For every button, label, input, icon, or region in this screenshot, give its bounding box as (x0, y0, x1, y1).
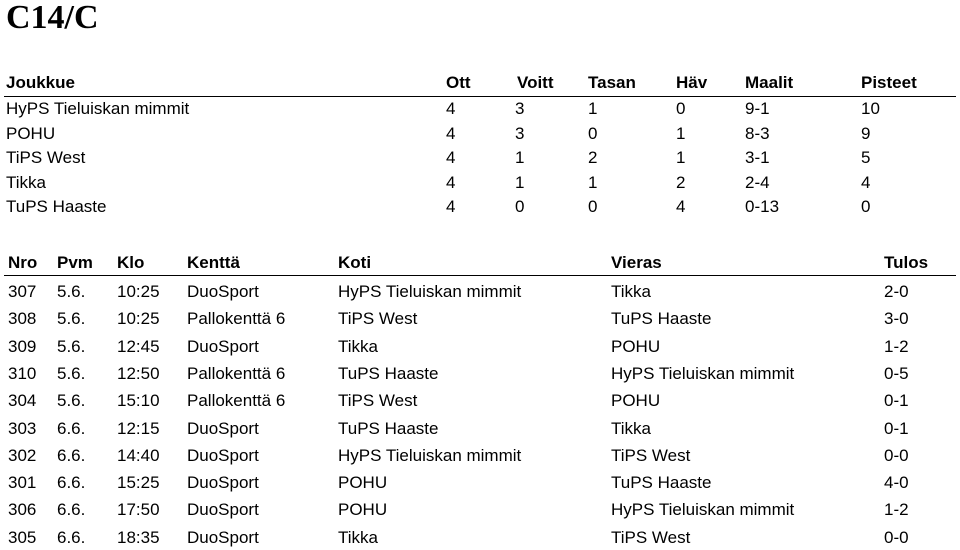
standings-cell: 0-13 (745, 197, 780, 217)
matches-cell: 301 (8, 473, 37, 493)
matches-row (0, 498, 960, 522)
matches-cell: 0-0 (884, 445, 909, 465)
matches-cell: 1-2 (884, 500, 909, 520)
standings-cell: Häv (676, 73, 708, 92)
matches-cell: Tikka (611, 418, 651, 438)
matches-cell: HyPS Tieluiskan mimmit (338, 445, 522, 465)
standings-cell: 4 (446, 123, 456, 143)
matches-cell: 5.6. (57, 336, 86, 356)
matches-cell: 302 (8, 445, 37, 465)
standings-header-row (0, 71, 960, 95)
standings-cell: 2 (588, 148, 598, 168)
standings-cell: 1 (588, 99, 598, 118)
matches-cell: TiPS West (611, 445, 691, 465)
matches-cell: HyPS Tieluiskan mimmit (611, 500, 795, 520)
standings-cell: 3 (515, 123, 525, 143)
standings-cell: 4 (446, 197, 456, 217)
matches-cell: 15:25 (117, 473, 160, 493)
matches-cell: 5.6. (57, 309, 86, 329)
standings-cell: 5 (861, 148, 871, 168)
matches-cell: 2-0 (884, 282, 909, 301)
standings-cell: 1 (588, 172, 598, 192)
matches-cell: 6.6. (57, 527, 86, 547)
matches-cell: 17:50 (117, 500, 160, 520)
matches-cell: DuoSport (187, 527, 259, 547)
standings-cell: TiPS West (6, 148, 86, 168)
standings-cell: 3-1 (745, 148, 770, 168)
matches-row (0, 444, 960, 468)
standings-cell: 8-3 (745, 123, 770, 143)
standings-cell: 4 (676, 197, 686, 217)
standings-cell: TuPS Haaste (6, 197, 107, 217)
matches-cell: 0-5 (884, 363, 909, 383)
matches-cell: 0-1 (884, 391, 909, 411)
matches-cell: Nro (8, 253, 38, 272)
matches-cell: 0-0 (884, 527, 909, 547)
standings-cell: 0 (588, 197, 598, 217)
matches-cell: Pallokenttä 6 (187, 391, 286, 411)
matches-cell: 6.6. (57, 445, 86, 465)
matches-cell: Koti (338, 253, 372, 272)
standings-cell: Joukkue (6, 73, 75, 92)
matches-row (0, 307, 960, 331)
matches-cell: 6.6. (57, 500, 86, 520)
matches-cell: TiPS West (338, 309, 418, 329)
standings-row (0, 146, 960, 170)
standings-cell: POHU (6, 123, 56, 143)
standings-cell: 1 (515, 172, 525, 192)
standings-cell: 10 (861, 99, 880, 118)
matches-cell: 12:15 (117, 418, 160, 438)
page-title: C14/C (6, 0, 99, 36)
matches-cell: Klo (117, 253, 145, 272)
matches-cell: Kenttä (187, 253, 240, 272)
matches-cell: DuoSport (187, 473, 259, 493)
matches-cell: 10:25 (117, 309, 160, 329)
standings-cell: 4 (446, 148, 456, 168)
matches-cell: POHU (338, 500, 388, 520)
standings-header-rule (4, 96, 956, 97)
standings-cell: 0 (676, 99, 686, 118)
matches-header-rule (4, 275, 956, 276)
matches-row (0, 417, 960, 441)
matches-cell: HyPS Tieluiskan mimmit (611, 363, 795, 383)
matches-cell: DuoSport (187, 445, 259, 465)
standings-cell: 4 (446, 172, 456, 192)
matches-cell: 308 (8, 309, 37, 329)
standings-cell: Pisteet (861, 73, 917, 92)
standings-cell: HyPS Tieluiskan mimmit (6, 99, 190, 118)
matches-cell: 0-1 (884, 418, 909, 438)
matches-cell: 10:25 (117, 282, 160, 301)
standings-cell: 1 (515, 148, 525, 168)
matches-cell: 1-2 (884, 336, 909, 356)
matches-cell: 12:50 (117, 363, 160, 383)
matches-cell: 310 (8, 363, 37, 383)
matches-cell: TiPS West (338, 391, 418, 411)
standings-row (0, 122, 960, 146)
matches-cell: TuPS Haaste (338, 418, 439, 438)
matches-row (0, 335, 960, 359)
matches-cell: Tikka (611, 282, 651, 301)
matches-cell: TiPS West (611, 527, 691, 547)
matches-cell: 5.6. (57, 282, 86, 301)
standings-cell: 1 (676, 123, 686, 143)
matches-row (0, 362, 960, 386)
standings-cell: 1 (676, 148, 686, 168)
matches-cell: HyPS Tieluiskan mimmit (338, 282, 522, 301)
matches-cell: 307 (8, 282, 37, 301)
matches-cell: 15:10 (117, 391, 160, 411)
matches-cell: POHU (338, 473, 388, 493)
standings-cell: 0 (861, 197, 871, 217)
standings-cell: Ott (446, 73, 471, 92)
matches-cell: Pallokenttä 6 (187, 363, 286, 383)
matches-cell: 5.6. (57, 363, 86, 383)
standings-cell: 4 (446, 99, 456, 118)
matches-cell: DuoSport (187, 336, 259, 356)
matches-cell: DuoSport (187, 418, 259, 438)
standings-row (0, 171, 960, 195)
matches-row (0, 389, 960, 413)
matches-cell: 3-0 (884, 309, 909, 329)
matches-cell: 309 (8, 336, 37, 356)
standings-cell: Tikka (6, 172, 46, 192)
matches-cell: 304 (8, 391, 37, 411)
standings-cell: 2-4 (745, 172, 770, 192)
matches-row (0, 526, 960, 550)
matches-cell: 303 (8, 418, 37, 438)
standings-cell: 3 (515, 99, 525, 118)
matches-cell: TuPS Haaste (338, 363, 439, 383)
matches-cell: 5.6. (57, 391, 86, 411)
standings-cell: Maalit (745, 73, 794, 92)
matches-cell: Tikka (338, 527, 378, 547)
matches-cell: 4-0 (884, 473, 909, 493)
standings-cell: 9 (861, 123, 871, 143)
matches-cell: POHU (611, 336, 661, 356)
matches-cell: TuPS Haaste (611, 309, 712, 329)
matches-cell: Tikka (338, 336, 378, 356)
matches-cell: Pvm (57, 253, 93, 272)
matches-cell: 12:45 (117, 336, 160, 356)
matches-cell: DuoSport (187, 500, 259, 520)
matches-cell: Tulos (884, 253, 929, 272)
standings-row (0, 97, 960, 121)
matches-cell: Pallokenttä 6 (187, 309, 286, 329)
standings-cell: Voitt (517, 73, 554, 92)
matches-cell: 6.6. (57, 473, 86, 493)
matches-cell: POHU (611, 391, 661, 411)
matches-cell: 6.6. (57, 418, 86, 438)
matches-cell: Vieras (611, 253, 662, 272)
standings-cell: 9-1 (745, 99, 770, 118)
standings-cell: 0 (588, 123, 598, 143)
standings-cell: 4 (861, 172, 871, 192)
standings-cell: Tasan (588, 73, 636, 92)
standings-cell: 2 (676, 172, 686, 192)
standings-cell: 0 (515, 197, 525, 217)
matches-row (0, 280, 960, 304)
matches-row (0, 471, 960, 495)
matches-cell: 14:40 (117, 445, 160, 465)
standings-row (0, 195, 960, 219)
matches-cell: TuPS Haaste (611, 473, 712, 493)
matches-cell: 306 (8, 500, 37, 520)
matches-cell: DuoSport (187, 282, 259, 301)
matches-header-row (0, 251, 960, 275)
matches-cell: 18:35 (117, 527, 160, 547)
matches-cell: 305 (8, 527, 37, 547)
